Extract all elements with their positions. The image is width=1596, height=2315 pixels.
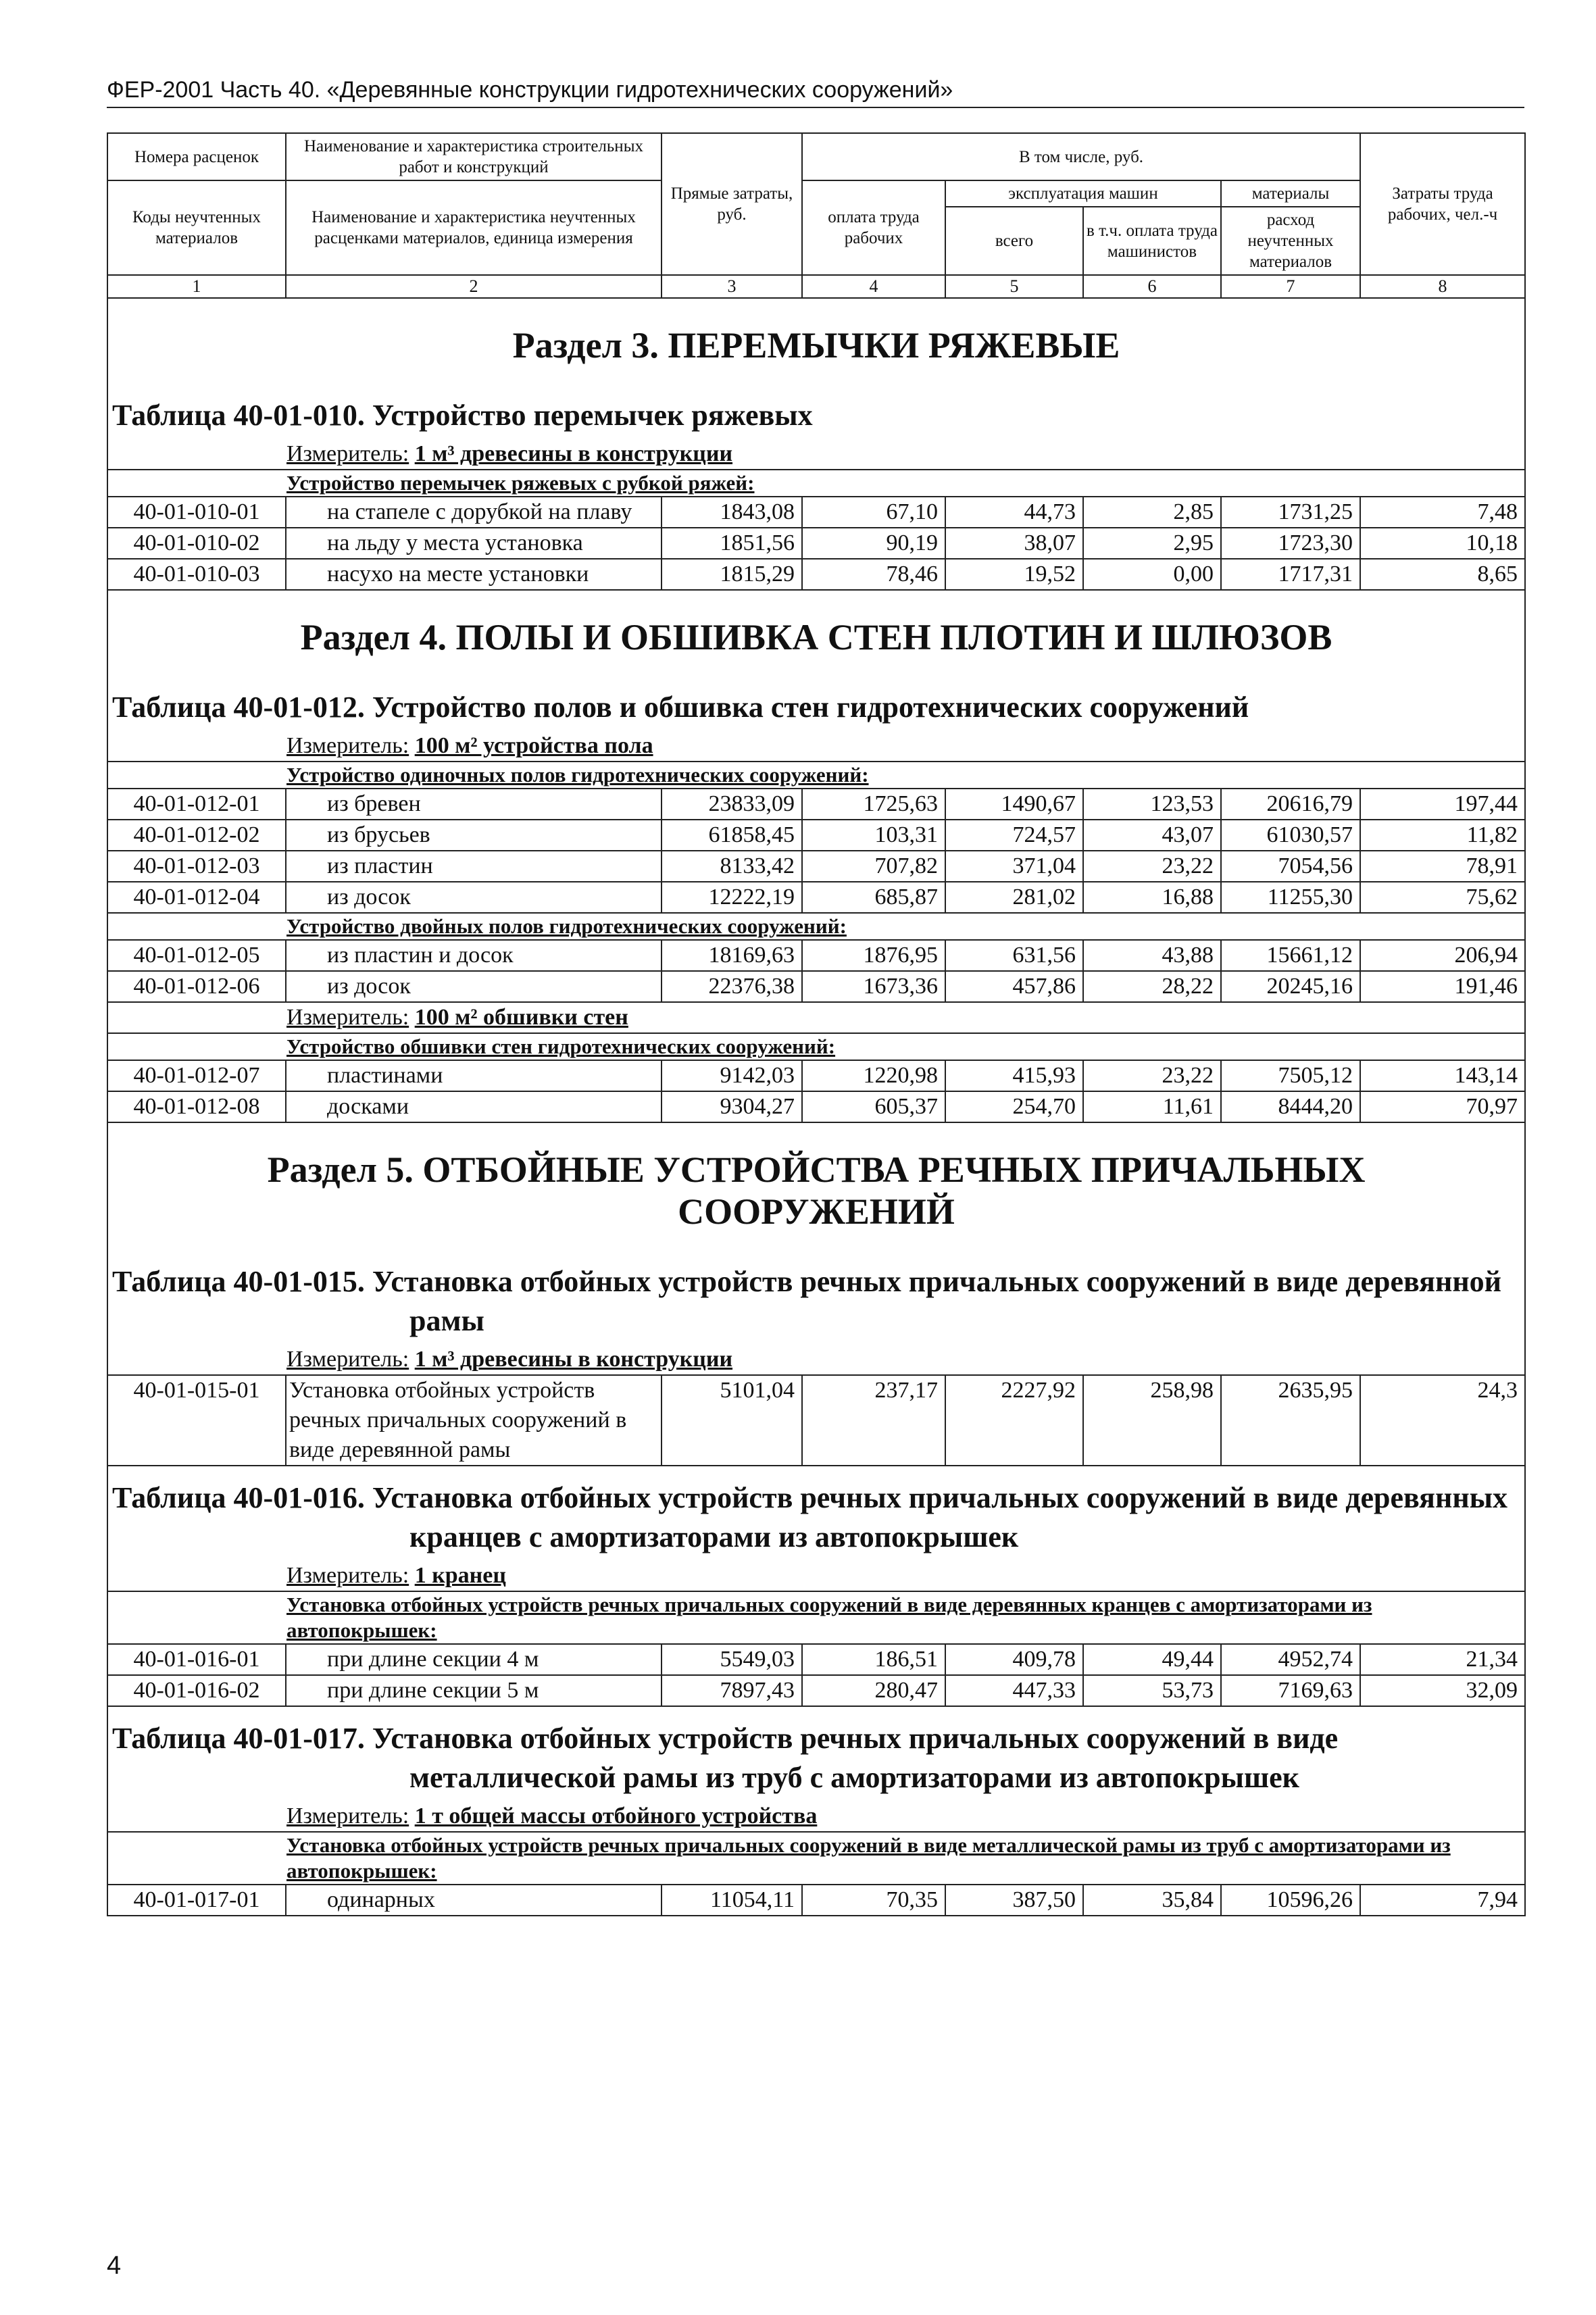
rate-name: из брусьев bbox=[286, 820, 662, 851]
table-row bbox=[107, 1675, 1525, 1706]
rate-code: 40-01-010-01 bbox=[107, 497, 286, 528]
machinist-wages: 43,88 bbox=[1083, 940, 1221, 971]
col-header-machines: эксплуатация машин bbox=[945, 180, 1221, 207]
col-header-codes-bottom: Коды неучтенных материалов bbox=[107, 180, 286, 275]
rate-name: из досок bbox=[286, 971, 662, 1002]
wages-cost: 685,87 bbox=[802, 882, 945, 913]
unit-value: 100 м² устройства пола bbox=[414, 733, 653, 758]
labor-hours: 7,48 bbox=[1360, 497, 1525, 528]
section-row bbox=[107, 298, 1525, 384]
direct-cost: 61858,45 bbox=[662, 820, 802, 851]
materials-cost: 4952,74 bbox=[1221, 1644, 1360, 1675]
machinist-wages: 23,22 bbox=[1083, 1060, 1221, 1091]
labor-hours: 32,09 bbox=[1360, 1675, 1525, 1706]
rate-name: из пластин и досок bbox=[286, 940, 662, 971]
direct-cost: 18169,63 bbox=[662, 940, 802, 971]
unit-row bbox=[107, 1345, 1525, 1375]
labor-hours: 70,97 bbox=[1360, 1091, 1525, 1122]
unit-label: Измеритель: bbox=[286, 1803, 409, 1828]
unit-value: 1 кранец bbox=[414, 1563, 506, 1588]
unit-value: 1 м³ древесины в конструкции bbox=[414, 441, 733, 466]
machinist-wages: 28,22 bbox=[1083, 971, 1221, 1002]
section-title: Раздел 3. ПЕРЕМЫЧКИ РЯЖЕВЫЕ bbox=[107, 298, 1525, 384]
table-row bbox=[107, 940, 1525, 971]
col-number: 3 bbox=[662, 275, 802, 298]
table-row bbox=[107, 497, 1525, 528]
materials-cost: 8444,20 bbox=[1221, 1091, 1360, 1122]
materials-cost: 1717,31 bbox=[1221, 559, 1360, 590]
rate-name: насухо на месте установки bbox=[286, 559, 662, 590]
machines-cost: 19,52 bbox=[945, 559, 1083, 590]
unit-label: Измеритель: bbox=[286, 441, 409, 466]
labor-hours: 143,14 bbox=[1360, 1060, 1525, 1091]
direct-cost: 22376,38 bbox=[662, 971, 802, 1002]
col-number: 5 bbox=[945, 275, 1083, 298]
direct-cost: 12222,19 bbox=[662, 882, 802, 913]
table-row bbox=[107, 1091, 1525, 1122]
table-row bbox=[107, 851, 1525, 882]
rate-code: 40-01-010-02 bbox=[107, 528, 286, 559]
unit-label: Измеритель: bbox=[286, 733, 409, 758]
machinist-wages: 53,73 bbox=[1083, 1675, 1221, 1706]
unit-row bbox=[107, 1002, 1525, 1033]
materials-cost: 61030,57 bbox=[1221, 820, 1360, 851]
wages-cost: 70,35 bbox=[802, 1885, 945, 1916]
rate-name: Установка отбойных устройств речных причальных сооружений в виде деревянной рамы bbox=[286, 1375, 662, 1466]
rate-name: досками bbox=[286, 1091, 662, 1122]
col-number: 1 bbox=[107, 275, 286, 298]
group-row bbox=[107, 1591, 1525, 1644]
machines-cost: 371,04 bbox=[945, 851, 1083, 882]
materials-cost: 7054,56 bbox=[1221, 851, 1360, 882]
table-title-row bbox=[107, 676, 1525, 731]
materials-cost: 7505,12 bbox=[1221, 1060, 1360, 1091]
table-title: Таблица 40-01-012. Устройство полов и обшивка стен гидротехнических сооружений bbox=[112, 691, 1249, 724]
rate-code: 40-01-012-03 bbox=[107, 851, 286, 882]
rate-name: при длине секции 4 м bbox=[286, 1644, 662, 1675]
machines-cost: 457,86 bbox=[945, 971, 1083, 1002]
section-row bbox=[107, 1122, 1525, 1250]
section-title: Раздел 5. ОТБОЙНЫЕ УСТРОЙСТВА РЕЧНЫХ ПРИЧАЛЬНЫХ СООРУЖЕНИЙ bbox=[107, 1122, 1525, 1250]
unit-label: Измеритель: bbox=[286, 1005, 409, 1030]
materials-cost: 7169,63 bbox=[1221, 1675, 1360, 1706]
labor-hours: 11,82 bbox=[1360, 820, 1525, 851]
table-row bbox=[107, 789, 1525, 820]
machinist-wages: 23,22 bbox=[1083, 851, 1221, 882]
col-header-machines-wages: в т.ч. оплата труда машинистов bbox=[1083, 207, 1221, 275]
unit-label: Измеритель: bbox=[286, 1563, 409, 1588]
labor-hours: 21,34 bbox=[1360, 1644, 1525, 1675]
labor-hours: 197,44 bbox=[1360, 789, 1525, 820]
col-header-machines-total: всего bbox=[945, 207, 1083, 275]
unit-row bbox=[107, 1801, 1525, 1832]
materials-cost: 10596,26 bbox=[1221, 1885, 1360, 1916]
labor-hours: 206,94 bbox=[1360, 940, 1525, 971]
machines-cost: 38,07 bbox=[945, 528, 1083, 559]
machinist-wages: 123,53 bbox=[1083, 789, 1221, 820]
table-row bbox=[107, 1375, 1525, 1466]
unit-row bbox=[107, 1561, 1525, 1591]
direct-cost: 1815,29 bbox=[662, 559, 802, 590]
machines-cost: 409,78 bbox=[945, 1644, 1083, 1675]
materials-cost: 11255,30 bbox=[1221, 882, 1360, 913]
col-header-name-bottom: Наименование и характеристика неучтенных расценками материалов, единица измерения bbox=[286, 180, 662, 275]
materials-cost: 1731,25 bbox=[1221, 497, 1360, 528]
table-row bbox=[107, 528, 1525, 559]
table-row bbox=[107, 820, 1525, 851]
materials-cost: 20616,79 bbox=[1221, 789, 1360, 820]
wages-cost: 1725,63 bbox=[802, 789, 945, 820]
direct-cost: 9304,27 bbox=[662, 1091, 802, 1122]
machines-cost: 44,73 bbox=[945, 497, 1083, 528]
table-title-row bbox=[107, 1466, 1525, 1561]
rate-code: 40-01-016-02 bbox=[107, 1675, 286, 1706]
rate-code: 40-01-012-02 bbox=[107, 820, 286, 851]
table-title: Таблица 40-01-016. Установка отбойных устройств речных причальных сооружений в виде деревянных кранцев с амортизаторами из автопокрышек bbox=[112, 1481, 1508, 1553]
rate-name: из досок bbox=[286, 882, 662, 913]
col-number: 2 bbox=[286, 275, 662, 298]
rate-name: пластинами bbox=[286, 1060, 662, 1091]
wages-cost: 707,82 bbox=[802, 851, 945, 882]
direct-cost: 23833,09 bbox=[662, 789, 802, 820]
group-title: Установка отбойных устройств речных причальных сооружений в виде металлической рамы из труб с амортизаторами из автопокрышек: bbox=[107, 1832, 1525, 1885]
rate-code: 40-01-012-08 bbox=[107, 1091, 286, 1122]
labor-hours: 191,46 bbox=[1360, 971, 1525, 1002]
materials-cost: 2635,95 bbox=[1221, 1375, 1360, 1466]
materials-cost: 20245,16 bbox=[1221, 971, 1360, 1002]
rate-code: 40-01-012-07 bbox=[107, 1060, 286, 1091]
wages-cost: 1673,36 bbox=[802, 971, 945, 1002]
unit-label: Измеритель: bbox=[286, 1347, 409, 1372]
col-header-name-top: Наименование и характеристика строительных работ и конструкций bbox=[286, 133, 662, 180]
wages-cost: 605,37 bbox=[802, 1091, 945, 1122]
table-row bbox=[107, 882, 1525, 913]
wages-cost: 78,46 bbox=[802, 559, 945, 590]
table-title: Таблица 40-01-015. Установка отбойных устройств речных причальных сооружений в виде деревянной рамы bbox=[112, 1265, 1502, 1337]
direct-cost: 1843,08 bbox=[662, 497, 802, 528]
direct-cost: 8133,42 bbox=[662, 851, 802, 882]
rate-code: 40-01-012-06 bbox=[107, 971, 286, 1002]
table-title-row bbox=[107, 384, 1525, 439]
rate-code: 40-01-010-03 bbox=[107, 559, 286, 590]
col-header-labor: Затраты труда рабочих, чел.-ч bbox=[1360, 133, 1525, 275]
machinist-wages: 35,84 bbox=[1083, 1885, 1221, 1916]
col-header-materials: материалы bbox=[1221, 180, 1360, 207]
materials-cost: 1723,30 bbox=[1221, 528, 1360, 559]
group-row bbox=[107, 470, 1525, 497]
group-title: Установка отбойных устройств речных причальных сооружений в виде деревянных кранцев с амортизаторами из автопокрышек: bbox=[107, 1591, 1525, 1644]
wages-cost: 237,17 bbox=[802, 1375, 945, 1466]
rate-code: 40-01-016-01 bbox=[107, 1644, 286, 1675]
direct-cost: 7897,43 bbox=[662, 1675, 802, 1706]
wages-cost: 186,51 bbox=[802, 1644, 945, 1675]
machines-cost: 387,50 bbox=[945, 1885, 1083, 1916]
machines-cost: 254,70 bbox=[945, 1091, 1083, 1122]
labor-hours: 7,94 bbox=[1360, 1885, 1525, 1916]
col-header-incl: В том числе, руб. bbox=[802, 133, 1360, 180]
section-title: Раздел 4. ПОЛЫ И ОБШИВКА СТЕН ПЛОТИН И ШЛЮЗОВ bbox=[107, 590, 1525, 676]
unit-row bbox=[107, 731, 1525, 762]
rate-name: из пластин bbox=[286, 851, 662, 882]
machinist-wages: 11,61 bbox=[1083, 1091, 1221, 1122]
group-row bbox=[107, 762, 1525, 789]
labor-hours: 8,65 bbox=[1360, 559, 1525, 590]
group-title: Устройство перемычек ряжевых с рубкой ряжей: bbox=[107, 470, 1525, 497]
rate-code: 40-01-015-01 bbox=[107, 1375, 286, 1466]
rate-code: 40-01-012-04 bbox=[107, 882, 286, 913]
direct-cost: 5549,03 bbox=[662, 1644, 802, 1675]
table-row bbox=[107, 1885, 1525, 1916]
col-number: 6 bbox=[1083, 275, 1221, 298]
wages-cost: 67,10 bbox=[802, 497, 945, 528]
rate-name: на льду у места установка bbox=[286, 528, 662, 559]
direct-cost: 9142,03 bbox=[662, 1060, 802, 1091]
machinist-wages: 2,85 bbox=[1083, 497, 1221, 528]
wages-cost: 1876,95 bbox=[802, 940, 945, 971]
table-row bbox=[107, 1644, 1525, 1675]
col-header-wages: оплата труда рабочих bbox=[802, 180, 945, 275]
table-title-row bbox=[107, 1250, 1525, 1345]
direct-cost: 1851,56 bbox=[662, 528, 802, 559]
rate-code: 40-01-017-01 bbox=[107, 1885, 286, 1916]
machines-cost: 2227,92 bbox=[945, 1375, 1083, 1466]
machinist-wages: 16,88 bbox=[1083, 882, 1221, 913]
machines-cost: 631,56 bbox=[945, 940, 1083, 971]
unit-row bbox=[107, 439, 1525, 470]
labor-hours: 10,18 bbox=[1360, 528, 1525, 559]
col-header-codes-top: Номера расценок bbox=[107, 133, 286, 180]
machines-cost: 447,33 bbox=[945, 1675, 1083, 1706]
group-title: Устройство двойных полов гидротехнических сооружений: bbox=[107, 913, 1525, 940]
group-row bbox=[107, 913, 1525, 940]
unit-value: 100 м² обшивки стен bbox=[414, 1005, 628, 1030]
group-title: Устройство обшивки стен гидротехнических сооружений: bbox=[107, 1033, 1525, 1060]
rate-code: 40-01-012-05 bbox=[107, 940, 286, 971]
rate-name: одинарных bbox=[286, 1885, 662, 1916]
wages-cost: 103,31 bbox=[802, 820, 945, 851]
machinist-wages: 43,07 bbox=[1083, 820, 1221, 851]
table-row bbox=[107, 1060, 1525, 1091]
rate-name: на стапеле с дорубкой на плаву bbox=[286, 497, 662, 528]
wages-cost: 90,19 bbox=[802, 528, 945, 559]
wages-cost: 1220,98 bbox=[802, 1060, 945, 1091]
table-row bbox=[107, 971, 1525, 1002]
table-title-row bbox=[107, 1706, 1525, 1801]
machinist-wages: 2,95 bbox=[1083, 528, 1221, 559]
rate-name: из бревен bbox=[286, 789, 662, 820]
machines-cost: 724,57 bbox=[945, 820, 1083, 851]
machinist-wages: 49,44 bbox=[1083, 1644, 1221, 1675]
direct-cost: 5101,04 bbox=[662, 1375, 802, 1466]
machinist-wages: 0,00 bbox=[1083, 559, 1221, 590]
page-header: ФЕР-2001 Часть 40. «Деревянные конструкции гидротехнических сооружений» bbox=[107, 73, 1524, 108]
direct-cost: 11054,11 bbox=[662, 1885, 802, 1916]
rate-name: при длине секции 5 м bbox=[286, 1675, 662, 1706]
rate-code: 40-01-012-01 bbox=[107, 789, 286, 820]
group-title: Устройство одиночных полов гидротехнических сооружений: bbox=[107, 762, 1525, 789]
labor-hours: 78,91 bbox=[1360, 851, 1525, 882]
materials-cost: 15661,12 bbox=[1221, 940, 1360, 971]
col-header-materials-sub: расход неучтенных материалов bbox=[1221, 207, 1360, 275]
machinist-wages: 258,98 bbox=[1083, 1375, 1221, 1466]
machines-cost: 1490,67 bbox=[945, 789, 1083, 820]
labor-hours: 75,62 bbox=[1360, 882, 1525, 913]
col-number: 8 bbox=[1360, 275, 1525, 298]
price-table bbox=[107, 132, 1526, 1916]
table-title: Таблица 40-01-010. Устройство перемычек ряжевых bbox=[112, 399, 813, 432]
group-row bbox=[107, 1033, 1525, 1060]
page-number: 4 bbox=[107, 2251, 122, 2280]
col-number: 7 bbox=[1221, 275, 1360, 298]
labor-hours: 24,3 bbox=[1360, 1375, 1525, 1466]
col-number: 4 bbox=[802, 275, 945, 298]
table-title: Таблица 40-01-017. Установка отбойных устройств речных причальных сооружений в виде металлической рамы из труб с амортизаторами из автопокрышек bbox=[112, 1722, 1339, 1794]
unit-value: 1 м³ древесины в конструкции bbox=[414, 1347, 733, 1372]
unit-value: 1 т общей массы отбойного устройства bbox=[414, 1803, 818, 1828]
machines-cost: 415,93 bbox=[945, 1060, 1083, 1091]
group-row bbox=[107, 1832, 1525, 1885]
machines-cost: 281,02 bbox=[945, 882, 1083, 913]
col-header-direct: Прямые затраты, руб. bbox=[662, 133, 802, 275]
wages-cost: 280,47 bbox=[802, 1675, 945, 1706]
section-row bbox=[107, 590, 1525, 676]
table-row bbox=[107, 559, 1525, 590]
